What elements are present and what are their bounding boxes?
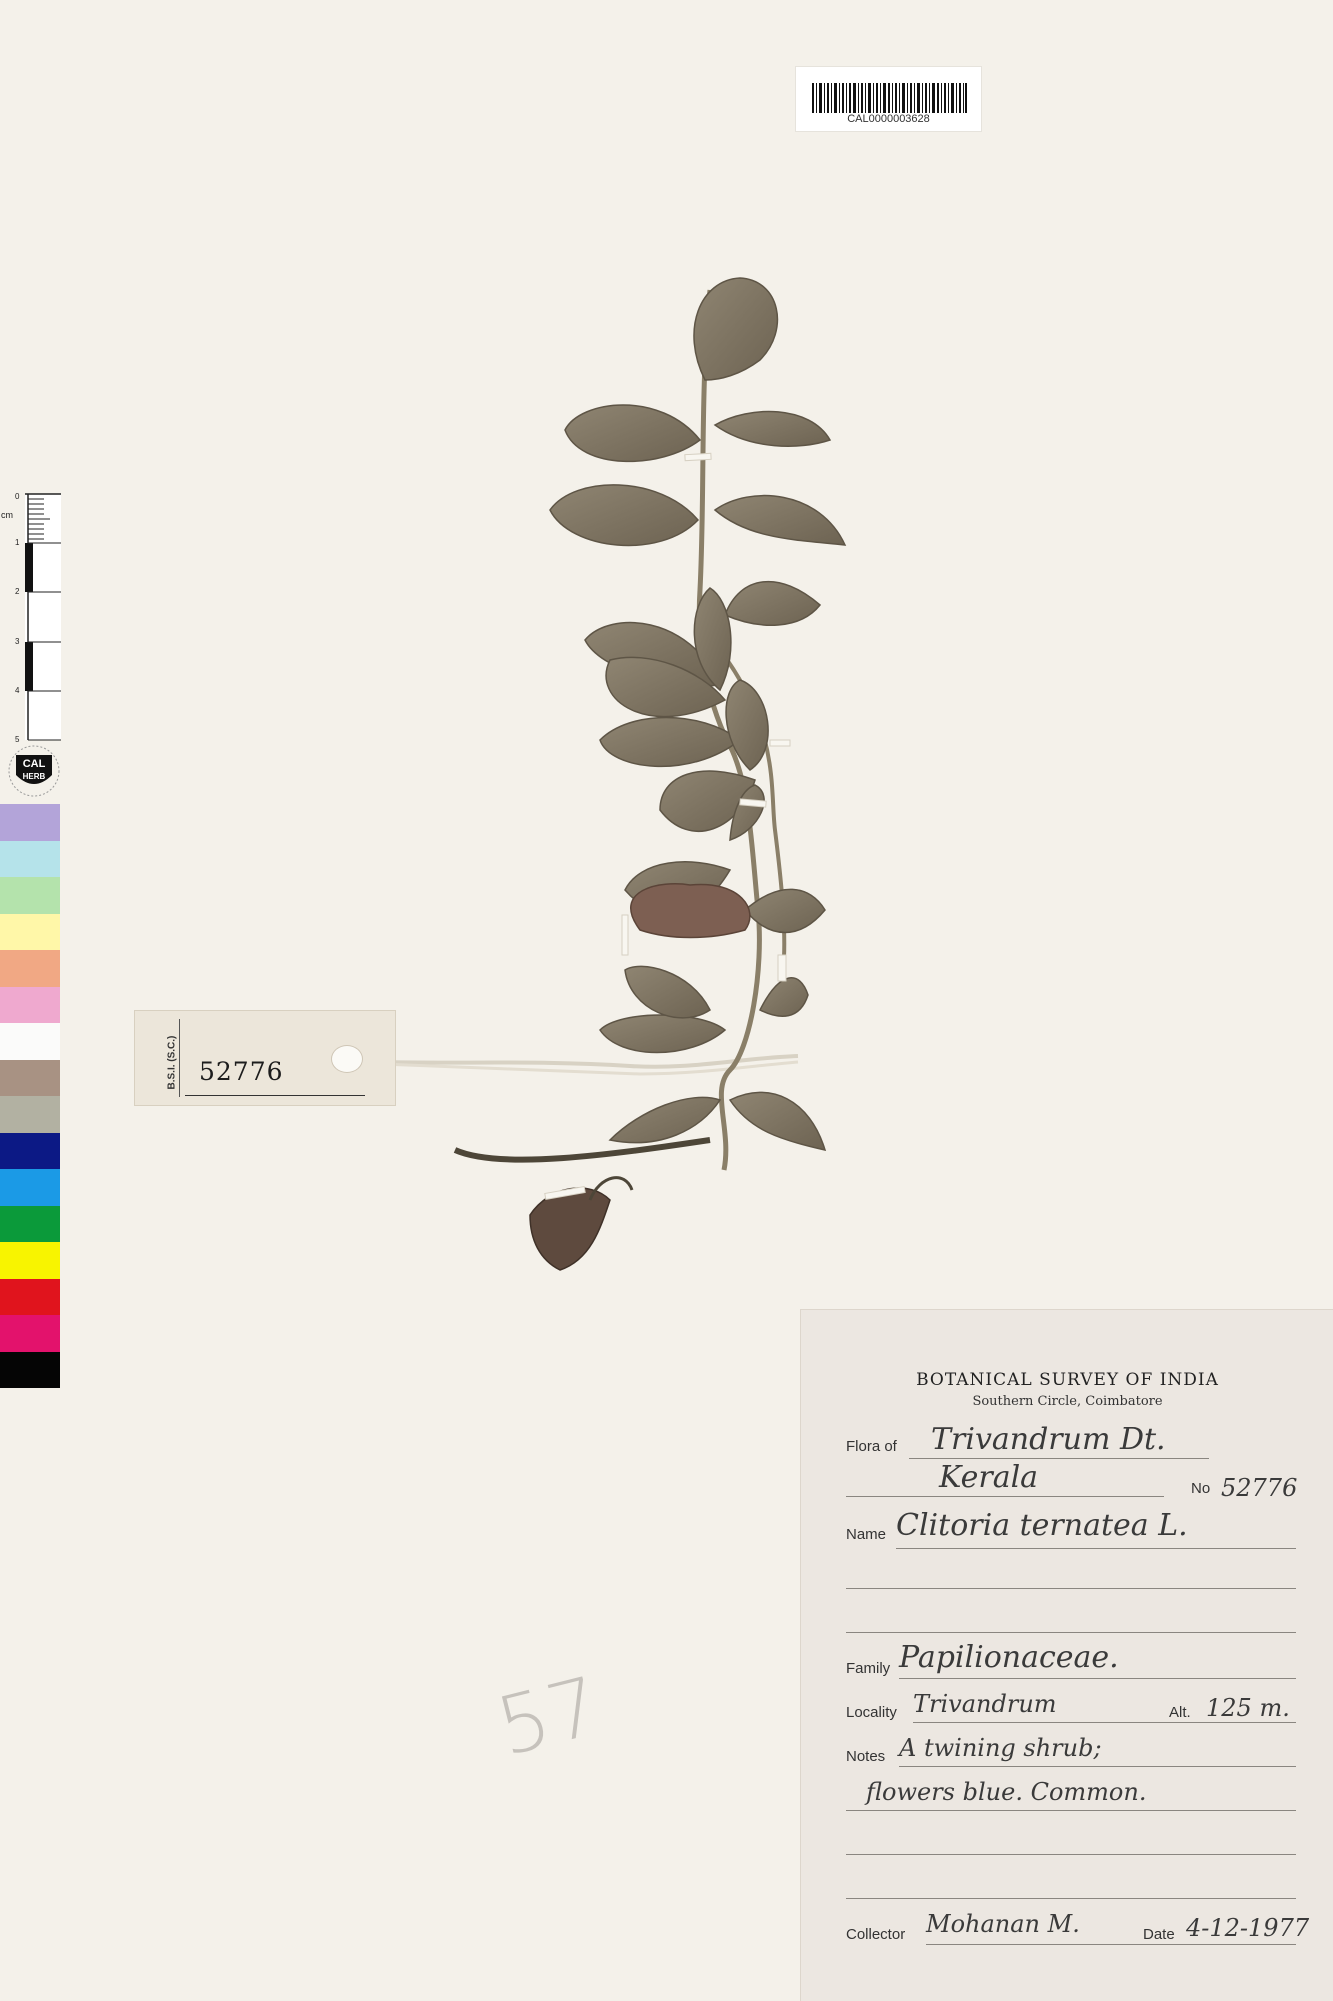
barcode-label: [795, 66, 982, 132]
tag-side-text: [163, 1019, 180, 1097]
leaf: [694, 278, 777, 380]
leaf: [625, 966, 710, 1017]
ruler-mark-3: 3: [15, 637, 20, 646]
blank-rule-1: [846, 1588, 1296, 1589]
color-swatch: [0, 877, 60, 914]
leaf: [565, 405, 700, 461]
collector-value: Mohanan M.: [926, 1910, 1080, 1938]
notes-value-1: A twining shrub;: [899, 1734, 1102, 1762]
no-label: No: [1191, 1480, 1211, 1497]
notes-label: Notes: [846, 1748, 886, 1765]
blank-rule-3: [846, 1854, 1296, 1855]
notes-value-2: flowers blue. Common.: [866, 1778, 1147, 1806]
tag-underline: [185, 1095, 365, 1096]
alt-value: 125 m.: [1206, 1694, 1290, 1722]
leaf: [715, 496, 845, 545]
barcode-number: CAL0000003628: [847, 113, 930, 125]
leaf: [760, 978, 808, 1016]
collector-rule: [926, 1944, 1296, 1945]
label-organization: BOTANICAL SURVEY OF INDIA: [916, 1370, 1219, 1390]
locality-rule: [913, 1722, 1296, 1723]
leaf: [550, 485, 698, 546]
flora-value: Trivandrum Dt.: [931, 1422, 1166, 1457]
ruler-mark-5: 5: [15, 735, 20, 744]
color-swatch: [0, 841, 60, 878]
alt-label: Alt.: [1169, 1704, 1191, 1721]
color-swatch: [0, 1133, 60, 1170]
color-swatch: [0, 1352, 60, 1389]
family-value: Papilionaceae.: [899, 1640, 1119, 1675]
color-swatch: [0, 987, 60, 1024]
name-rule: [896, 1548, 1296, 1549]
flora-label: Flora of: [846, 1438, 897, 1455]
ruler-mark-4: 4: [15, 686, 20, 695]
color-swatch: [0, 950, 60, 987]
flora-rule: [909, 1458, 1209, 1459]
notes-rule-1: [899, 1766, 1296, 1767]
notes-rule-2: [846, 1810, 1296, 1811]
leaf: [725, 582, 820, 626]
color-swatch: [0, 1315, 60, 1352]
herbarium-label: [800, 1309, 1333, 2001]
color-swatch: [0, 1023, 60, 1060]
scale-ruler: [0, 492, 62, 742]
logo-text-bottom: HERB: [22, 772, 46, 781]
blank-rule-2: [846, 1632, 1296, 1633]
tag-hole: [331, 1045, 363, 1073]
leaf: [610, 1097, 720, 1142]
ruler-mark-2: 2: [15, 587, 20, 596]
no-value: 52776: [1221, 1474, 1298, 1502]
dark-stem: [455, 1140, 710, 1160]
tag-number: 52776: [199, 1057, 284, 1086]
name-label: Name: [846, 1526, 887, 1543]
flora-rule-2: [846, 1496, 1164, 1497]
color-swatch: [0, 1206, 60, 1243]
ruler-mark-1: 1: [15, 538, 20, 547]
flower: [631, 884, 750, 938]
leaf: [600, 1015, 725, 1053]
family-rule: [899, 1678, 1296, 1679]
label-subtitle: Southern Circle, Coimbatore: [972, 1394, 1163, 1409]
color-swatch: [0, 914, 60, 951]
color-swatch: [0, 1242, 60, 1279]
ruler-unit: cm: [1, 510, 13, 520]
color-swatch: [0, 804, 60, 841]
date-label: Date: [1143, 1926, 1175, 1943]
color-swatch: [0, 1169, 60, 1206]
plant-specimen: [360, 270, 880, 1320]
logo-text-top: CAL: [22, 758, 46, 770]
ruler-graphic: [0, 492, 62, 742]
tag-side-label: B.S.I. (S.C.): [166, 1035, 178, 1090]
color-swatch: [0, 1279, 60, 1316]
blank-rule-4: [846, 1898, 1296, 1899]
color-calibration-chart: [0, 804, 60, 1388]
family-label: Family: [846, 1660, 891, 1677]
collector-label: Collector: [846, 1926, 906, 1943]
barcode-icon: [812, 83, 967, 113]
cal-herb-logo: [8, 745, 60, 797]
ruler-mark-0: 0: [15, 492, 20, 501]
leaf: [730, 1092, 825, 1150]
color-swatch: [0, 1060, 60, 1097]
leaf: [715, 411, 830, 446]
flower: [530, 1188, 610, 1270]
locality-value: Trivandrum: [913, 1690, 1057, 1718]
pencil-number: 57: [488, 1659, 610, 1774]
flora-value-2: Kerala: [939, 1460, 1039, 1495]
accession-tag: [134, 1010, 396, 1106]
color-swatch: [0, 1096, 60, 1133]
date-value: 4-12-1977: [1186, 1914, 1310, 1942]
name-value: Clitoria ternatea L.: [896, 1508, 1188, 1543]
locality-label: Locality: [846, 1704, 897, 1721]
